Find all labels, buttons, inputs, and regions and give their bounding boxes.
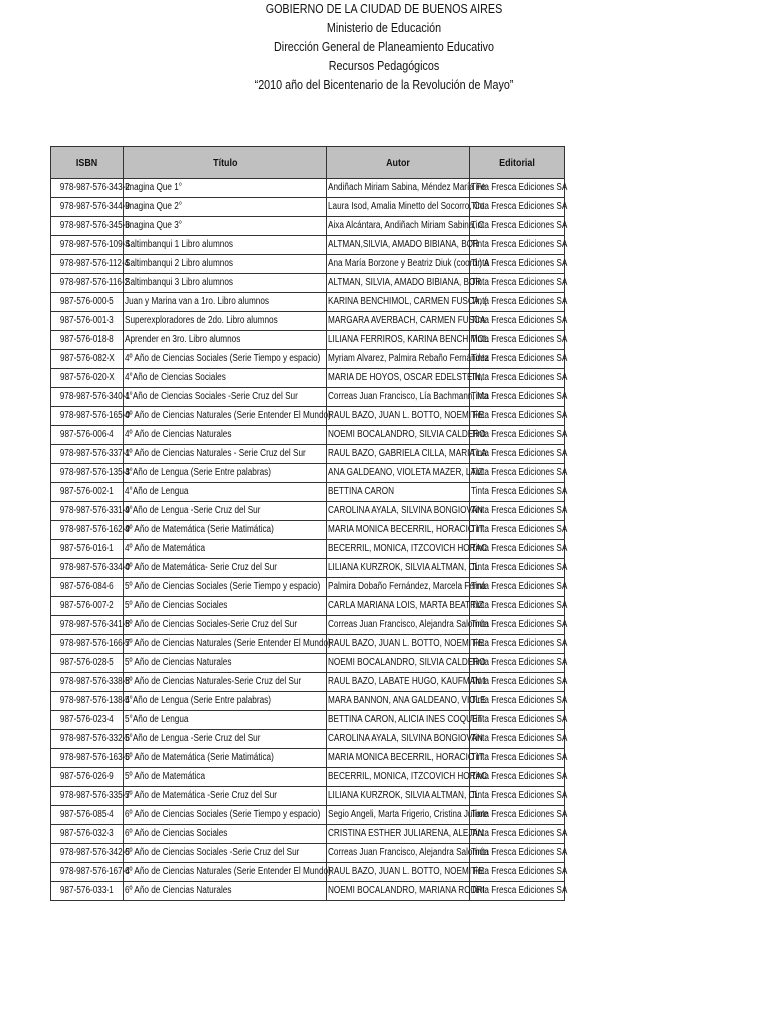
cell-autor: Ana María Borzone y Beatriz Diuk (coord.) A [327,255,470,274]
cell-autor: Palmira Dobaño Fernández, Marcela Ferná [327,578,470,597]
cell-isbn: 987-576-018-8 [51,331,124,350]
cell-autor: Correas Juan Francisco, Lía Bachmann, Ma [327,388,470,407]
header-line-direction: Dirección General de Planeamiento Educativo [274,40,494,54]
cell-autor: MARIA MONICA BECERRIL, HORACIO IT [327,749,470,768]
cell-editorial: Tinta Fresca Ediciones SA [470,882,565,901]
cell-isbn: 978-987-576-138-4 [51,692,124,711]
cell-autor: LILIANA KURZROK, SILVIA ALTMAN, CL [327,559,470,578]
table-body [51,179,568,901]
cell-isbn: 987-576-084-6 [51,578,124,597]
cell-titulo: 5º Año de Matemática (Serie Matimática) [124,749,327,768]
table-row [51,730,565,749]
cell-autor: NOEMI BOCALANDRO, MARIANA RODRI [327,882,470,901]
table-row [51,578,565,597]
table-row [51,293,565,312]
cell-isbn: 978-987-576-163-6 [51,749,124,768]
cell-titulo: 6º Año de Ciencias Sociales [124,825,327,844]
cell-editorial: Tinta Fresca Ediciones SA [470,369,565,388]
cell-autor: CAROLINA AYALA, SILVINA BONGIOVAN [327,502,470,521]
cell-titulo: 5º Año de Ciencias Sociales (Serie Tiempo y espacio) [124,578,327,597]
cell-editorial: Tinta Fresca Ediciones SA [470,388,565,407]
table-row [51,749,565,768]
cell-editorial: Tinta Fresca Ediciones SA [470,692,565,711]
cell-autor: MARIA DE HOYOS, OSCAR EDELSTEIN, [327,369,470,388]
cell-titulo: 4°Año de Ciencias Sociales -Serie Cruz del Sur [124,388,327,407]
cell-autor: Correas Juan Francisco, Alejandra Salomón [327,616,470,635]
table-row [51,179,565,198]
cell-titulo: 5º Año de Ciencias Sociales-Serie Cruz del Sur [124,616,327,635]
cell-isbn: 978-987-576-345-6 [51,217,124,236]
cell-isbn: 987-576-000-5 [51,293,124,312]
cell-editorial: Tinta Fresca Ediciones SA [470,312,565,331]
cell-titulo: 6º Año de Ciencias Naturales [124,882,327,901]
cell-titulo: Imagina Que 3° [124,217,327,236]
cell-isbn: 978-987-576-334-0 [51,559,124,578]
cell-autor: RAUL BAZO, JUAN L. BOTTO, NOEMI FE [327,635,470,654]
table-row [51,445,565,464]
table-row [51,236,565,255]
cell-editorial: Tinta Fresca Ediciones SA [470,806,565,825]
cell-editorial: Tinta Fresca Ediciones SA [470,578,565,597]
cell-titulo: Aprender en 3ro. Libro alumnos [124,331,327,350]
table-row [51,806,565,825]
cell-titulo: 5º Año de Ciencias Sociales [124,597,327,616]
cell-titulo: Saltimbanqui 2 Libro alumnos [124,255,327,274]
cell-titulo: 5º Año de Ciencias Naturales-Serie Cruz del Sur [124,673,327,692]
cell-editorial: Tinta Fresca Ediciones SA [470,730,565,749]
cell-editorial: Tinta Fresca Ediciones SA [470,483,565,502]
cell-autor: CARLA MARIANA LOIS, MARTA BEATRIZ [327,597,470,616]
cell-editorial: Tinta Fresca Ediciones SA [470,293,565,312]
cell-autor: BETTINA CARON, ALICIA INES COQUET [327,711,470,730]
cell-isbn: 978-987-576-344-9 [51,198,124,217]
cell-editorial: Tinta Fresca Ediciones SA [470,179,565,198]
cell-autor: Correas Juan Francisco, Alejandra Salomón [327,844,470,863]
cell-editorial: Tinta Fresca Ediciones SA [470,255,565,274]
cell-titulo: 4º Año de Matemática [124,540,327,559]
table-row [51,255,565,274]
cell-autor: Andiñach Miriam Sabina, Méndez María Fe [327,179,470,198]
cell-isbn: 987-576-007-2 [51,597,124,616]
cell-autor: Laura Isod, Amalia Minetto del Socorro, Co [327,198,470,217]
cell-isbn: 987-576-033-1 [51,882,124,901]
cell-isbn: 978-987-576-337-1 [51,445,124,464]
cell-isbn: 978-987-576-165-0 [51,407,124,426]
cell-autor: ALTMAN, SILVIA, AMADO BIBIANA, BOR [327,274,470,293]
cell-titulo: 4º Año de Ciencias Naturales [124,426,327,445]
cell-autor: Myriam Alvarez, Palmira Rebaño Fernández [327,350,470,369]
cell-isbn: 978-987-576-112-4 [51,255,124,274]
cell-editorial: Tinta Fresca Ediciones SA [470,654,565,673]
column-header-titulo: Título [124,147,327,179]
cell-isbn: 987-576-032-3 [51,825,124,844]
cell-isbn: 978-987-576-342-5 [51,844,124,863]
cell-editorial: Tinta Fresca Ediciones SA [470,445,565,464]
cell-editorial: Tinta Fresca Ediciones SA [470,673,565,692]
cell-editorial: Tinta Fresca Ediciones SA [470,198,565,217]
cell-editorial: Tinta Fresca Ediciones SA [470,236,565,255]
table-row [51,502,565,521]
cell-editorial: Tinta Fresca Ediciones SA [470,559,565,578]
cell-titulo: 4°Año de Ciencias Sociales [124,369,327,388]
cell-isbn: 987-576-026-9 [51,768,124,787]
cell-titulo: Saltimbanqui 1 Libro alumnos [124,236,327,255]
cell-editorial: Tinta Fresca Ediciones SA [470,863,565,882]
header-line-government: GOBIERNO DE LA CIUDAD DE BUENOS AIRES [265,2,503,16]
column-header-editorial: Editorial [470,147,565,179]
header-line-motto: “2010 año del Bicentenario de la Revolución de Mayo” [254,78,514,92]
cell-autor: RAUL BAZO, JUAN L. BOTTO, NOEMI FE [327,407,470,426]
cell-editorial: Tinta Fresca Ediciones SA [470,749,565,768]
cell-titulo: 6º Año de Ciencias Sociales -Serie Cruz del Sur [124,844,327,863]
table-row [51,198,565,217]
cell-titulo: 4º Año de Ciencias Sociales (Serie Tiempo y espacio) [124,350,327,369]
table-row [51,654,565,673]
cell-isbn: 987-576-001-3 [51,312,124,331]
table-row [51,616,565,635]
cell-titulo: 6º Año de Ciencias Naturales (Serie Entender El Mundo) [124,863,327,882]
cell-editorial: Tinta Fresca Ediciones SA [470,407,565,426]
cell-editorial: Tinta Fresca Ediciones SA [470,787,565,806]
document-header [0,0,768,95]
cell-autor: MARGARA AVERBACH, CARMEN FUSCA [327,312,470,331]
cell-autor: NOEMI BOCALANDRO, SILVIA CALDERO [327,654,470,673]
cell-autor: KARINA BENCHIMOL, CARMEN FUSCA, ( [327,293,470,312]
table-row [51,711,565,730]
cell-editorial: Tinta Fresca Ediciones SA [470,521,565,540]
header-line-resources: Recursos Pedagógicos [328,59,440,73]
cell-isbn: 978-987-576-340-1 [51,388,124,407]
cell-isbn: 978-987-576-166-7 [51,635,124,654]
cell-titulo: 5°Año de Lengua (Serie Entre palabras) [124,692,327,711]
cell-isbn: 978-987-576-341-8 [51,616,124,635]
table-row [51,540,565,559]
cell-autor: MARIA MONICA BECERRIL, HORACIO IT [327,521,470,540]
cell-autor: MARA BANNON, ANA GALDEANO, VIOLE [327,692,470,711]
table-row [51,882,565,901]
table-row [51,312,565,331]
cell-editorial: Tinta Fresca Ediciones SA [470,711,565,730]
cell-isbn: 978-987-576-331-9 [51,502,124,521]
cell-titulo: 4º Año de Matemática- Serie Cruz del Sur [124,559,327,578]
cell-editorial: Tinta Fresca Ediciones SA [470,350,565,369]
table-row [51,521,565,540]
cell-isbn: 978-987-576-116-2 [51,274,124,293]
table-row [51,483,565,502]
cell-editorial: Tinta Fresca Ediciones SA [470,597,565,616]
table-row [51,597,565,616]
cell-autor: BECERRIL, MONICA, ITZCOVICH HORAC [327,768,470,787]
cell-autor: BETTINA CARON [327,483,470,502]
table-row [51,635,565,654]
cell-isbn: 978-987-576-167-4 [51,863,124,882]
cell-titulo: 5º Año de Ciencias Naturales (Serie Entender El Mundo) [124,635,327,654]
table-row [51,863,565,882]
table-row [51,787,565,806]
cell-isbn: 978-987-576-332-6 [51,730,124,749]
table-row [51,673,565,692]
cell-titulo: 4°Año de Lengua [124,483,327,502]
cell-autor: LILIANA KURZROK, SILVIA ALTMAN, CL [327,787,470,806]
cell-editorial: Tinta Fresca Ediciones SA [470,768,565,787]
cell-titulo: Juan y Marina van a 1ro. Libro alumnos [124,293,327,312]
table-row [51,825,565,844]
cell-autor: RAUL BAZO, JUAN L. BOTTO, NOEMI FE [327,863,470,882]
cell-titulo: 5°Año de Lengua [124,711,327,730]
cell-isbn: 978-987-576-343-2 [51,179,124,198]
cell-autor: LILIANA FERRIROS, KARINA BENCHIMOL [327,331,470,350]
cell-titulo: 5º Año de Ciencias Naturales [124,654,327,673]
table-row [51,331,565,350]
cell-autor: NOEMI BOCALANDRO, SILVIA CALDERO [327,426,470,445]
cell-titulo: 4º Año de Matemática (Serie Matimática) [124,521,327,540]
cell-editorial: Tinta Fresca Ediciones SA [470,540,565,559]
cell-editorial: Tinta Fresca Ediciones SA [470,274,565,293]
table-row [51,388,565,407]
cell-titulo: Superexploradores de 2do. Libro alumnos [124,312,327,331]
cell-autor: Aixa Alcántara, Andiñach Miriam Sabina, C [327,217,470,236]
column-header-autor: Autor [327,147,470,179]
cell-isbn: 987-576-006-4 [51,426,124,445]
cell-autor: ALTMAN,SILVIA, AMADO BIBIANA, BOR [327,236,470,255]
cell-isbn: 987-576-002-1 [51,483,124,502]
cell-editorial: Tinta Fresca Ediciones SA [470,825,565,844]
table-row [51,844,565,863]
cell-autor: ANA GALDEANO, VIOLETA MAZER, LAIZ [327,464,470,483]
cell-titulo: 4°Año de Lengua (Serie Entre palabras) [124,464,327,483]
cell-editorial: Tinta Fresca Ediciones SA [470,217,565,236]
books-table [50,146,568,901]
table-row [51,369,565,388]
cell-isbn: 978-987-576-109-4 [51,236,124,255]
cell-autor: CRISTINA ESTHER JULIARENA, ALEJAN [327,825,470,844]
table-row [51,217,565,236]
cell-titulo: Imagina Que 1° [124,179,327,198]
cell-autor: RAUL BAZO, GABRIELA CILLA, MARIA LA [327,445,470,464]
cell-isbn: 987-576-020-X [51,369,124,388]
cell-isbn: 978-987-576-338-8 [51,673,124,692]
cell-titulo: 5º Año de Matemática [124,768,327,787]
table-row [51,426,565,445]
cell-editorial: Tinta Fresca Ediciones SA [470,331,565,350]
cell-titulo: 4º Año de Ciencias Naturales (Serie Entender El Mundo) [124,407,327,426]
table-row [51,692,565,711]
table-row [51,768,565,787]
cell-editorial: Tinta Fresca Ediciones SA [470,464,565,483]
cell-titulo: 6º Año de Ciencias Sociales (Serie Tiempo y espacio) [124,806,327,825]
table-row [51,350,565,369]
cell-titulo: 4°Año de Lengua -Serie Cruz del Sur [124,502,327,521]
cell-autor: CAROLINA AYALA, SILVINA BONGIOVAN [327,730,470,749]
cell-titulo: Imagina Que 2° [124,198,327,217]
cell-editorial: Tinta Fresca Ediciones SA [470,426,565,445]
cell-editorial: Tinta Fresca Ediciones SA [470,616,565,635]
cell-titulo: Saltimbanqui 3 Libro alumnos [124,274,327,293]
cell-editorial: Tinta Fresca Ediciones SA [470,635,565,654]
cell-isbn: 987-576-082-X [51,350,124,369]
cell-isbn: 987-576-023-4 [51,711,124,730]
table-row [51,274,565,293]
cell-titulo: 5º Año de Matemática -Serie Cruz del Sur [124,787,327,806]
cell-isbn: 987-576-085-4 [51,806,124,825]
cell-autor: RAUL BAZO, LABATE HUGO, KAUFMAN I [327,673,470,692]
cell-isbn: 987-576-016-1 [51,540,124,559]
cell-autor: BECERRIL, MONICA, ITZCOVICH HORAC [327,540,470,559]
cell-titulo: 5°Año de Lengua -Serie Cruz del Sur [124,730,327,749]
cell-isbn: 978-987-576-135-3 [51,464,124,483]
table-row [51,464,565,483]
cell-isbn: 978-987-576-335-7 [51,787,124,806]
cell-autor: Segio Angeli, Marta Frigerio, Cristina Juliare [327,806,470,825]
table-row [51,407,565,426]
table-row [51,559,565,578]
cell-editorial: Tinta Fresca Ediciones SA [470,502,565,521]
header-line-ministry: Ministerio de Educación [326,21,442,35]
cell-isbn: 978-987-576-162-9 [51,521,124,540]
table-header-row [51,147,565,179]
cell-titulo: 4º Año de Ciencias Naturales - Serie Cruz del Sur [124,445,327,464]
cell-editorial: Tinta Fresca Ediciones SA [470,844,565,863]
column-header-isbn: ISBN [51,147,124,179]
cell-isbn: 987-576-028-5 [51,654,124,673]
